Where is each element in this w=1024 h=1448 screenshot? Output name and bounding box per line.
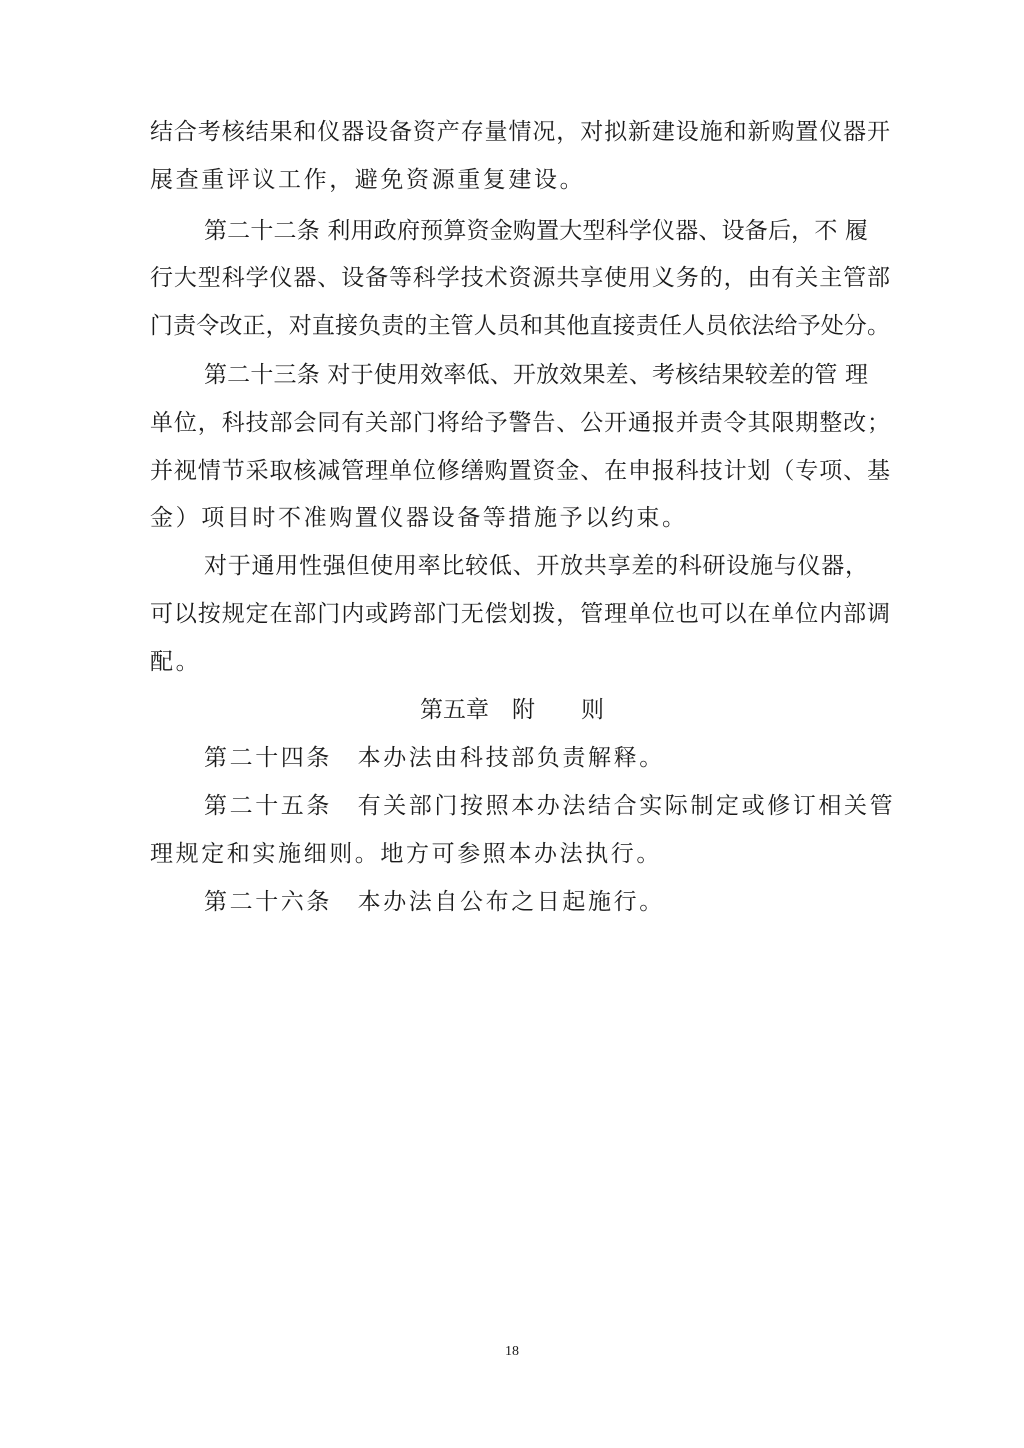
- chapter-heading: 第五章 附 则: [420, 697, 604, 723]
- paragraph-line: 对于通用性强但使用率比较低、开放共享差的科研设施与仪器，: [204, 553, 868, 579]
- article-25-line: 第二十五条 有关部门按照本办法结合实际制定或修订相关管: [204, 793, 896, 819]
- paragraph-line: 门责令改正，对直接负责的主管人员和其他直接责任人员依法给予处分。: [150, 313, 890, 339]
- paragraph-line: 展查重评议工作，避免资源重复建设。: [150, 167, 586, 193]
- article-24-line: 第二十四条 本办法由科技部负责解释。: [204, 745, 665, 771]
- paragraph-line: 金）项目时不准购置仪器设备等措施予以约束。: [150, 505, 688, 531]
- paragraph-line: 单位，科技部会同有关部门将给予警告、公开通报并责令其限期整改；: [150, 410, 890, 436]
- paragraph-line: 可以按规定在部门内或跨部门无偿划拨，管理单位也可以在单位内部调: [150, 601, 890, 627]
- paragraph-line: 并视情节采取核减管理单位修缮购置资金、在申报科技计划（专项、基: [150, 458, 890, 484]
- article-23-line: 第二十三条 对于使用效率低、开放效果差、考核结果较差的管 理: [204, 362, 868, 388]
- page-number: 18: [505, 1344, 519, 1359]
- article-22-line: 第二十二条 利用政府预算资金购置大型科学仪器、设备后，不 履: [204, 218, 868, 244]
- paragraph-line: 结合考核结果和仪器设备资产存量情况，对拟新建设施和新购置仪器开: [150, 119, 890, 145]
- paragraph-line: 行大型科学仪器、设备等科学技术资源共享使用义务的，由有关主管部: [150, 265, 890, 291]
- paragraph-line: 配。: [150, 649, 202, 675]
- paragraph-line: 理规定和实施细则。地方可参照本办法执行。: [150, 841, 662, 867]
- article-26-line: 第二十六条 本办法自公布之日起施行。: [204, 889, 665, 915]
